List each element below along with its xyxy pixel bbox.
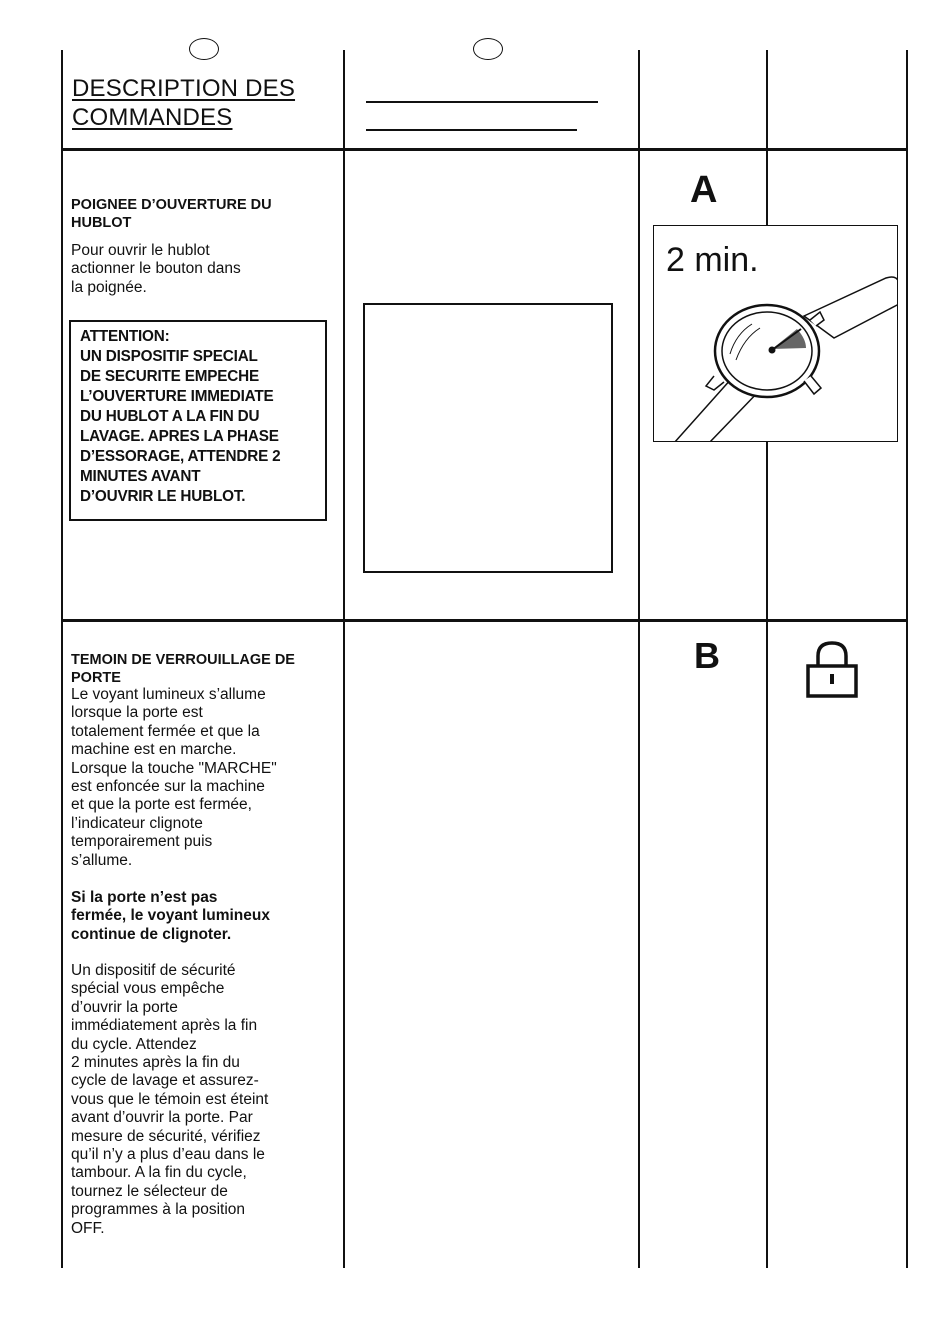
section-a-heading: POIGNEE D’OUVERTURE DU HUBLOT — [71, 197, 272, 231]
section-b-warning: Si la porte n’est pas fermée, le voyant lumineux continue de clignoter. — [71, 889, 270, 943]
column-divider-2 — [343, 50, 345, 1268]
column-divider-right — [906, 50, 908, 1268]
section-a-body: Pour ouvrir le hublot actionner le bouton dans la poignée. — [71, 242, 241, 296]
blank-title-line-1 — [366, 101, 598, 103]
section-b-letter: B — [694, 635, 720, 676]
row-divider-section-b — [61, 619, 908, 622]
watch-illustration — [653, 225, 898, 442]
row-divider-header — [61, 148, 908, 151]
blank-title-line-2 — [366, 129, 577, 131]
language-marker-1 — [189, 38, 219, 60]
watch-label: 2 min. — [666, 241, 759, 279]
column-divider-3 — [638, 50, 640, 1268]
section-b-body-2: Un dispositif de sécurité spécial vous empêche d’ouvrir la porte immédiatement après la fin du cycle. Attendez 2 minutes après la fin du cycle de lavage et assurez- vous que le témoin est éteint avant d’ouvrir la porte. Par mesure de sécurité, vérifiez qu’il n’y a plus d’eau dans le tambour. A la fin du cycle, tournez le sélecteur de programmes à la position OFF. — [71, 962, 269, 1237]
column-divider-left — [61, 50, 63, 1268]
page-title: DESCRIPTION DES COMMANDES — [72, 75, 296, 131]
language-marker-2 — [473, 38, 503, 60]
attention-text: ATTENTION: UN DISPOSITIF SPECIAL DE SECURITE EMPECHE L’OUVERTURE IMMEDIATE DU HUBLOT A LA FIN DU LAVAGE. APRES LA PHASE D’ESSORAGE, ATTENDRE 2 MINUTES AVANT D’OUVRIR LE HUBLOT. — [80, 328, 281, 505]
section-a-letter: A — [690, 169, 718, 211]
wristwatch-icon — [654, 226, 898, 442]
section-b-heading: TEMOIN DE VERROUILLAGE DE PORTE — [71, 652, 295, 686]
empty-translation-box — [363, 303, 613, 573]
section-b-body: Le voyant lumineux s’allume lorsque la porte est totalement fermée et que la machine est en marche. Lorsque la touche "MARCHE" est enfoncée sur la machine et que la porte est fermée, l’indicateur clignote temporairement puis s’allume. — [71, 686, 277, 869]
padlock-icon — [804, 640, 860, 702]
attention-box — [69, 320, 327, 521]
